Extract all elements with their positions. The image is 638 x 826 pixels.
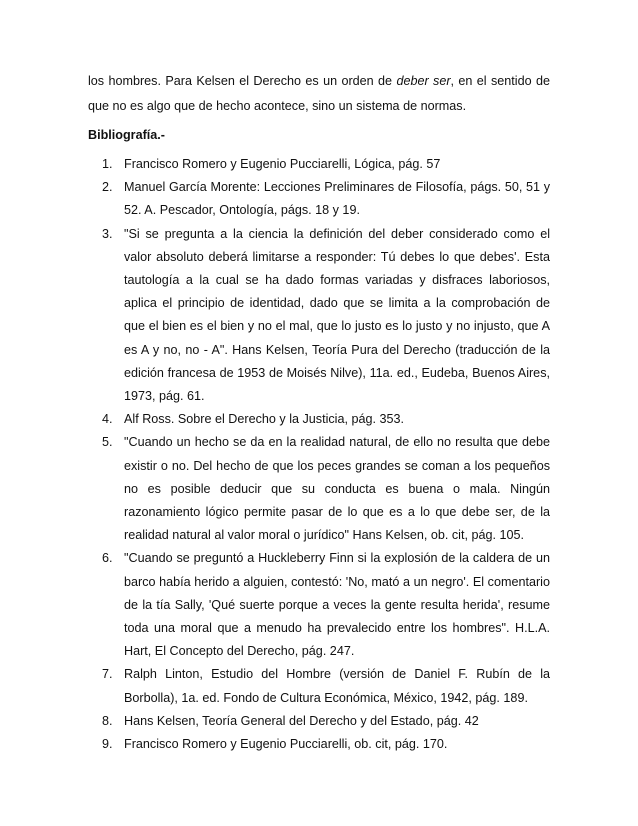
- reference-text: "Si se pregunta a la ciencia la definición del deber considerado como el valor absoluto deberá limitarse a responder: Tú debes lo que debes'. Esta tautología a la cual se ha dado formas variadas y disfraces laboriosos, aplica el principio de identidad, dado que se limita a la comprobación de que el bien es el bien y no el mal, que lo justo es lo justo y no injusto, que A es A y no, no - A". Hans Kelsen, Teoría Pura del Derecho (traducción de la edición francesa de 1953 de Moisés Nilve), 11a. ed., Eudeba, Buenos Aires, 1973, pág. 61.: [124, 226, 550, 404]
- reference-text: Francisco Romero y Eugenio Pucciarelli, Lógica, pág. 57: [124, 157, 441, 171]
- reference-text: Manuel García Morente: Lecciones Preliminares de Filosofía, págs. 50, 51 y 52. A. Pescador, Ontología, págs. 18 y 19.: [124, 180, 550, 218]
- reference-item: [88, 408, 550, 431]
- reference-text: Hans Kelsen, Teoría General del Derecho y del Estado, pág. 42: [124, 713, 479, 728]
- reference-text: Alf Ross. Sobre el Derecho y la Justicia, pág. 353.: [124, 412, 405, 427]
- reference-number: 9.: [102, 737, 113, 752]
- reference-text: "Cuando se preguntó a Huckleberry Finn si la explosión de la caldera de un barco había herido a alguien, contestó: 'No, mató a un negro'. El comentario de la tía Sally, 'Qué suerte porque a veces la gente resulta herida', resume toda una moral que a menudo ha prevalecido entre los hombres". H.L.A. Hart, El Concepto del Derecho, pág. 247.: [124, 551, 550, 659]
- reference-item: [88, 176, 550, 222]
- reference-item: [88, 663, 550, 709]
- reference-text: "Cuando un hecho se da en la realidad natural, de ello no resulta que debe existir o no. Del hecho de que los peces grandes se coman a los pequeños no es posible deducir que su conducta es buena o mala. Ningún razonamiento lógico permite pasar de lo que es a lo que debe ser, de la realidad natural al valor moral o jurídico" Hans Kelsen, ob. cit, pág. 105.: [124, 435, 550, 543]
- reference-item: [88, 431, 550, 547]
- reference-text: Francisco Romero y Eugenio Pucciarelli, ob. cit, pág. 170.: [124, 737, 448, 752]
- reference-item: [88, 223, 550, 409]
- reference-number: 6.: [102, 551, 113, 566]
- bibliography-list: [88, 153, 550, 756]
- reference-number: 7.: [102, 667, 113, 682]
- intro-emphasis: deber ser: [396, 74, 451, 88]
- intro-paragraph: [88, 69, 550, 118]
- reference-item: [88, 547, 550, 663]
- reference-number: 2.: [102, 180, 113, 195]
- intro-text-after: , en el sentido de que no es algo que de hecho acontece, sino un sistema de normas.: [88, 74, 550, 113]
- reference-number: 1.: [102, 157, 113, 171]
- reference-number: 8.: [102, 713, 113, 728]
- reference-item: [88, 710, 550, 733]
- bibliography-heading: Bibliografía.-: [88, 128, 165, 142]
- reference-item: [88, 153, 550, 176]
- reference-number: 5.: [102, 435, 113, 450]
- reference-number: 3.: [102, 226, 113, 241]
- reference-item: [88, 733, 550, 756]
- intro-text-before: los hombres. Para Kelsen el Derecho es un orden de: [88, 74, 397, 88]
- reference-text: Ralph Linton, Estudio del Hombre (versión de Daniel F. Rubín de la Borbolla), 1a. ed. Fondo de Cultura Económica, México, 1942, pág. 189.: [124, 667, 550, 705]
- reference-number: 4.: [102, 412, 113, 427]
